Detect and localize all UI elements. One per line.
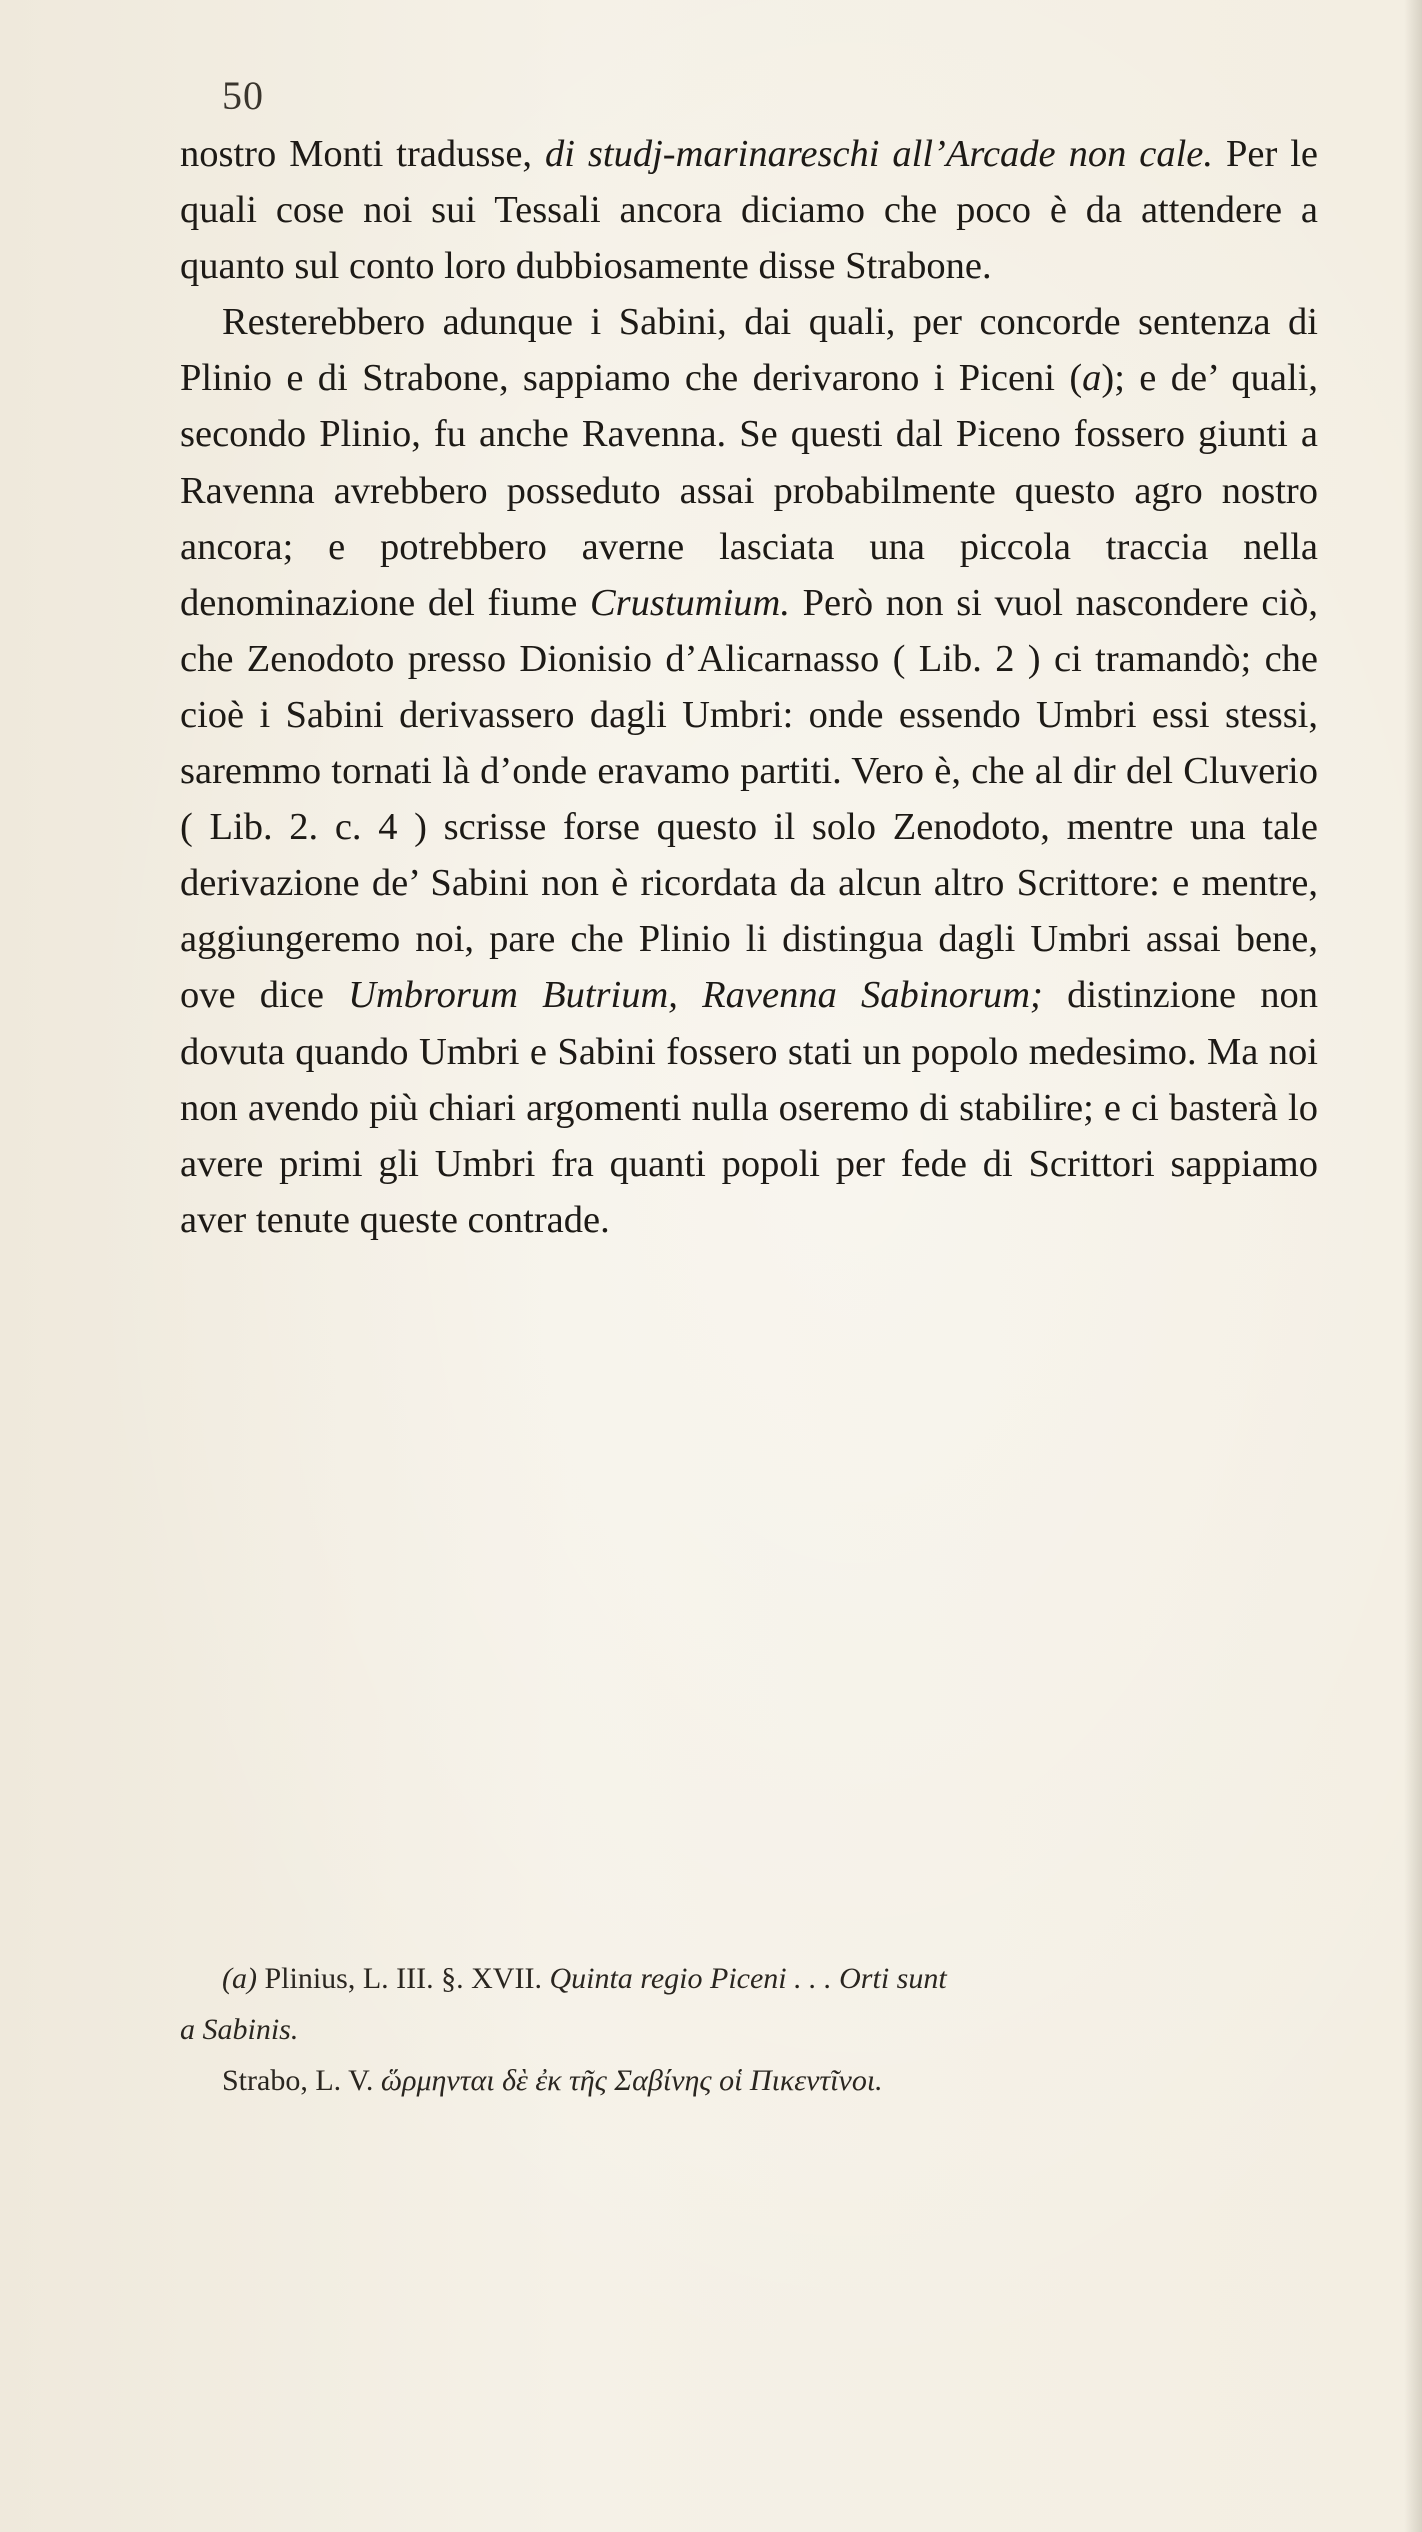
paragraph-1-text-a: nostro Monti tradusse, bbox=[180, 133, 533, 175]
paragraph-2-text-c: ); e de’ quali, secondo Plinio, fu anche Ravenna. Se questi dal Piceno fossero giunti a Ravenna avrebbero posseduto assai probabilmente questo agro nostro ancora; e potrebbero averne lasciata una piccola traccia nella denominazione del fiume bbox=[180, 357, 1318, 624]
paragraph-1 bbox=[180, 126, 1318, 294]
footnote-2-greek: ὥρμηνται δὲ ἐκ τῆς Σαβίνης οἱ Πικεντῖνοι. bbox=[380, 2064, 883, 2097]
paragraph-2 bbox=[180, 294, 1318, 1248]
footnote-ref-a: a bbox=[1082, 357, 1102, 400]
paragraph-2-text-e: Però non si vuol nascondere ciò, che Zenodoto presso Dionisio d’Alicarnasso ( Lib. 2 ) ci tramandò; che cioè i Sabini derivassero dagli Umbri: onde essendo Umbri essi stessi, saremmo tornati là d’onde eravamo partiti. Vero è, che al dir del Cluverio ( Lib. 2. c. 4 ) scrisse forse questo il solo Zenodoto, mentre una tale derivazione de’ Sabini non è ricordata da alcun altro Scrittore: e mentre, aggiungeremo noi, pare che Plinio li distingua dagli Umbri assai bene, ove dice bbox=[180, 581, 1319, 1017]
pliny-quote: Umbrorum Butrium, Ravenna Sabinorum; bbox=[348, 974, 1043, 1017]
footnote-1-cont-text: a Sabinis. bbox=[180, 2013, 299, 2046]
paragraph-1-quote: di studj-marinareschi all’Arcade non cale. bbox=[545, 133, 1214, 175]
paragraph-2-text-a: Resterebbero adunque i Sabini, dai quali, per concorde sentenza di Plinio e di Strabone, sappiamo che derivarono i Piceni ( bbox=[180, 301, 1318, 400]
footnote-1-quote: Quinta regio Piceni . . . Orti sunt bbox=[549, 1962, 947, 1995]
river-name: Crustumium. bbox=[589, 581, 790, 624]
paragraph-2-text-g: distinzione non dovuta quando Umbri e Sabini fossero stati un popolo medesimo. Ma noi non avendo più chiari argomenti nulla oseremo di stabilire; e ci basterà lo avere primi gli Umbri fra quanti popoli per fede di Scrittori sappiamo aver tenute queste contrade. bbox=[180, 974, 1319, 1241]
spine-shadow bbox=[1404, 0, 1422, 2532]
footnote-1-continuation bbox=[180, 2004, 1318, 2055]
footnote-1-mark: (a) bbox=[222, 1962, 257, 1995]
footnote-2 bbox=[180, 2055, 1318, 2106]
page-number: 50 bbox=[222, 73, 264, 118]
footnote-1-source: Plinius, L. III. §. XVII. bbox=[264, 1962, 542, 1995]
footnotes bbox=[180, 1953, 1318, 2106]
main-text bbox=[180, 126, 1318, 1248]
paragraph-1-text-c: Per le quali cose noi sui Tessali ancora diciamo che poco è da attendere a quanto sul conto loro dubbiosamente disse Strabone. bbox=[180, 133, 1319, 288]
footnote-1 bbox=[180, 1953, 1318, 2004]
footnote-2-source: Strabo, L. V. bbox=[222, 2064, 374, 2097]
